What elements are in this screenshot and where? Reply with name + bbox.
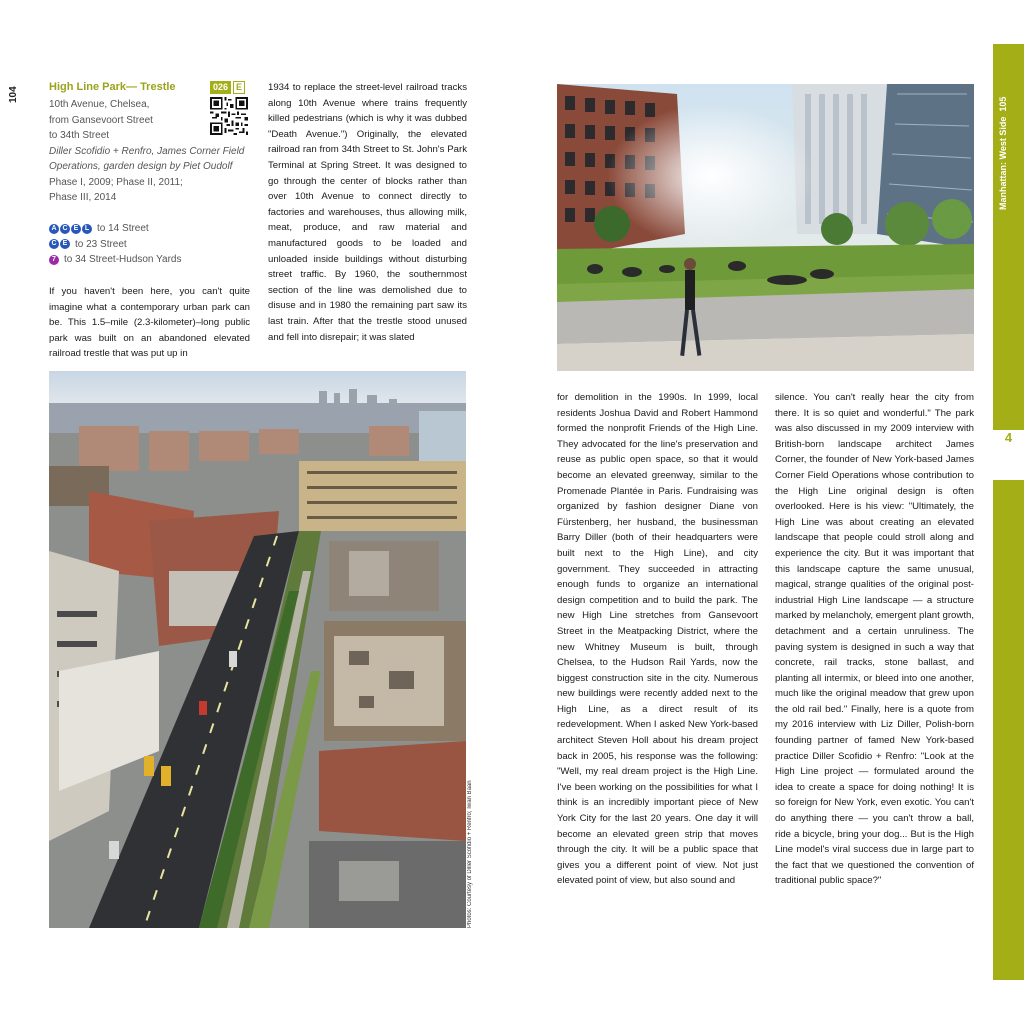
entry-address-line: to 34th Street <box>49 130 110 141</box>
subway-line-icon: E <box>71 224 81 234</box>
entry-badge <box>210 81 245 94</box>
body-text-column: 1934 to replace the street-level railroad tracks along 10th Avenue where trains frequently killed pedestrians (which is why it was dubbed "Death Avenue.") Originally, the elevated railroad ran from 34th Street to St. John's Park Terminal at Spring Street. It was designed to go through the center of blocks rather than over 10th Avenue to connect directly to factories and warehouses, thus allowing milk, meat, produce, and raw material and manufactured goods to be loaded and unloaded inside buildings without disturbing street traffic. By 1960, the southernmost section of the line was demolished due to disuse and in 1980 the remaining part saw its last train. After that the trestle stood unused and fell into disrepair; it was slated <box>268 82 467 343</box>
subway-line-icon: 7 <box>49 255 59 265</box>
body-text-column: silence. You can't really hear the city from there. It is so quiet and wonderful." The park was also discussed in my 2009 interview with British-born landscape architect James Corner, the founder of New York-based James Corner Field Operations whose contribution to the High Line original design is often overlooked. Here is his view: "Ultimately, the High Line was about creating an elevated landscape that people could stroll along and experience the city. But it was important that this landscape capture the same unusual, magical, strange qualities of the original post-industrial High Line landscape — a structure marked by melancholy, emergent plant growth, detachment and a certain unruliness. The paving system is designed in such a way that concrete, rail tracks, stone ballast, and planting all intermix, or bleed into one another, much like the original meadow that grew upon the old rail bed." Finally, here is a quote from my 2016 interview with Liz Diller, Polish-born founding partner of famed New York-based practice Diller Scofidio + Renfro: "Look at the High Line project — formulated around the idea to create a space for doing nothing! It is so foreign for New York, even exotic. You can't do anything there — you can't throw a ball, ride a bicycle, bring your dog... But is the High Line model's viral success due in large part to the fact that we questioned the convention of traditional public space?" <box>775 392 974 887</box>
subway-line-icon: L <box>82 224 92 234</box>
transit-directions <box>49 221 254 268</box>
subway-line-icon: C <box>49 239 59 249</box>
entry-address-line: from Gansevoort Street <box>49 114 153 126</box>
entry-address-line: 10th Avenue, Chelsea, <box>49 99 150 110</box>
transit-destination: to 34 Street-Hudson Yards <box>64 254 182 266</box>
entry-phases-line: Phase I, 2009; Phase II, 2011; <box>49 176 183 188</box>
entry-map-letter: E <box>233 81 245 94</box>
entry-architects-line: Operations, garden design by Piet Oudolf <box>49 161 233 172</box>
transit-row <box>49 221 254 237</box>
photo-high-line-aerial <box>49 371 466 928</box>
subway-line-icon: E <box>60 239 70 249</box>
page-number-right: 105 <box>998 96 1008 112</box>
section-tab-label <box>998 80 1018 210</box>
transit-destination: to 14 Street <box>97 223 149 235</box>
subway-line-icon: A <box>49 224 59 234</box>
entry-header <box>49 80 254 206</box>
page-number-left: 104 <box>8 86 19 104</box>
section-name: Manhattan: West Side <box>998 116 1008 210</box>
transit-row <box>49 252 254 268</box>
section-tab-lower <box>993 480 1024 980</box>
photo-high-line-lawn <box>557 84 974 371</box>
qr-code-icon <box>210 97 248 135</box>
chapter-number: 4 <box>993 430 1024 480</box>
body-text-column: for demolition in the 1990s. In 1999, local residents Joshua David and Robert Hammond formed the nonprofit Friends of the High Line. They advocated for the line's preservation and reuse as public open space, so that it would become an elevated greenway, similar to the Promenade Plantée in Paris. Fundraising was organized by fashion designer Diane von Fürstenberg, her husband, the businessman Barry Diller (both of their headquarters were built next to the High Line), and city government. They succeeded in attracting enough funds to organize an international design competition and to build the park. The new High Line stretches from Gansevoort Street in the Meatpacking District, where the new Whitney Museum is built, through Chelsea, to the Hudson Rail Yards, now the biggest construction site in the city. Numerous new buildings were recently added next to the High Line, as a direct result of its redevelopment. When I asked New York-based architect Steven Holl about his dream project back in 2005, his response was the following: "Well, my real dream project is the High Line. I've been working on the possibilities for what I think is an incredibly important piece of New York City for the last 20 years. One day it will become an elevated green strip that moves through the city. It will be a public space that gives you a different point of view. Not just elevated point of view, but also sound and <box>557 392 758 887</box>
body-text-column: If you haven't been here, you can't quite imagine what a contemporary urban park can be. This 1.5–mile (2.3-kilometer)–long public park was built on an abandoned elevated railroad trestle that was put up in <box>49 286 250 360</box>
entry-phases-line: Phase III, 2014 <box>49 192 117 203</box>
photo-credit: Photos: Courtesy of Diller Scofidio + Renfro; Iwan Baan <box>467 780 473 928</box>
entry-title: High Line Park— Trestle <box>49 81 176 93</box>
transit-destination: to 23 Street <box>75 238 127 250</box>
entry-number-badge: 026 <box>210 81 231 94</box>
transit-row <box>49 237 254 253</box>
subway-line-icon: C <box>60 224 70 234</box>
entry-architects-line: Diller Scofidio + Renfro, James Corner Field <box>49 145 245 157</box>
